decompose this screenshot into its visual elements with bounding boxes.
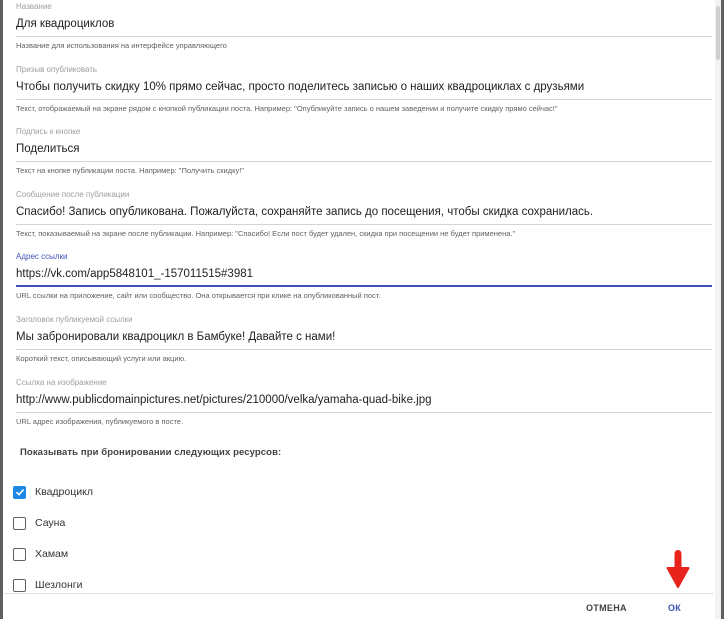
button-caption-input[interactable]: Поделиться [16,137,712,162]
image-url-field[interactable] [16,378,712,427]
name-input[interactable]: Для квадроциклов [16,12,712,37]
resource-checkbox-quad[interactable] [13,484,93,500]
field-hint: Текст, показываемый на экране после публикации. Например: "Спасибо! Если пост будет удален, скидка при посещении не будет применена." [16,229,516,238]
scrollbar-thumb[interactable] [716,6,720,60]
field-hint: URL адрес изображения, публикуемого в посте. [16,417,184,426]
field-hint: Текст на кнопке публикации поста. Например: "Получить скидку!" [16,166,244,175]
checkbox-unchecked-icon[interactable] [13,517,26,530]
after-publish-message-field[interactable] [16,190,712,239]
cancel-button[interactable]: ОТМЕНА [586,603,627,613]
link-url-field[interactable] [16,252,712,301]
name-field[interactable] [16,2,712,51]
checkbox-unchecked-icon[interactable] [13,579,26,592]
link-title-input[interactable]: Мы забронировали квадроцикл в Бамбуке! Давайте с нами! [16,325,712,350]
field-label: Название [16,2,52,11]
checkbox-label: Квадроцикл [35,486,93,498]
field-hint: Короткий текст, описывающий услуги или акцию. [16,354,187,363]
checkbox-label: Шезлонги [35,579,83,591]
resource-checkbox-hammam[interactable] [13,546,68,562]
settings-dialog [4,0,714,619]
field-label: Сообщение после публикации [16,190,130,199]
field-hint: URL ссылки на приложение, сайт или сообщество. Она открывается при клике на опубликованный пост. [16,291,381,300]
link-title-field[interactable] [16,315,712,364]
actions-divider [4,593,714,594]
ok-button[interactable]: ОК [668,603,682,613]
window-frame-left [0,0,3,619]
checkbox-label: Сауна [35,517,66,529]
field-hint: Текст, отображаемый на экране рядом с кнопкой публикации поста. Например: "Опубликуйте запись о нашем заведении и получите скидку прямо сейчас!" [16,104,558,113]
call-to-action-field[interactable] [16,65,712,114]
button-caption-field[interactable] [16,127,712,176]
red-arrow-pointer-icon [666,548,690,590]
field-label: Призыв опубликовать [16,65,98,74]
field-label: Заголовок публикуемой ссылки [16,315,133,324]
resource-checkbox-loungers[interactable] [13,577,83,593]
checkbox-checked-icon[interactable] [13,486,26,499]
checkbox-unchecked-icon[interactable] [13,548,26,561]
after-publish-message-input[interactable]: Спасибо! Запись опубликована. Пожалуйста, сохраняйте запись до посещения, чтобы скидка сохранилась. [16,200,712,225]
field-label: Адрес ссылки [16,252,68,261]
resources-section-title: Показывать при бронировании следующих ресурсов: [20,447,282,458]
link-url-input[interactable]: https://vk.com/app5848101_-157011515#3981 [16,262,712,287]
field-label: Подпись к кнопке [16,127,81,136]
image-url-input[interactable]: http://www.publicdomainpictures.net/pictures/210000/velka/yamaha-quad-bike.jpg [16,388,712,413]
resource-checkbox-sauna[interactable] [13,515,65,531]
call-to-action-input[interactable]: Чтобы получить скидку 10% прямо сейчас, просто поделитесь записью о наших квадроциклах с друзьями [16,75,712,100]
field-label: Ссылка на изображение [16,378,107,387]
checkbox-label: Хамам [35,548,69,560]
field-hint: Название для использования на интерфейсе управляющего [16,41,227,50]
